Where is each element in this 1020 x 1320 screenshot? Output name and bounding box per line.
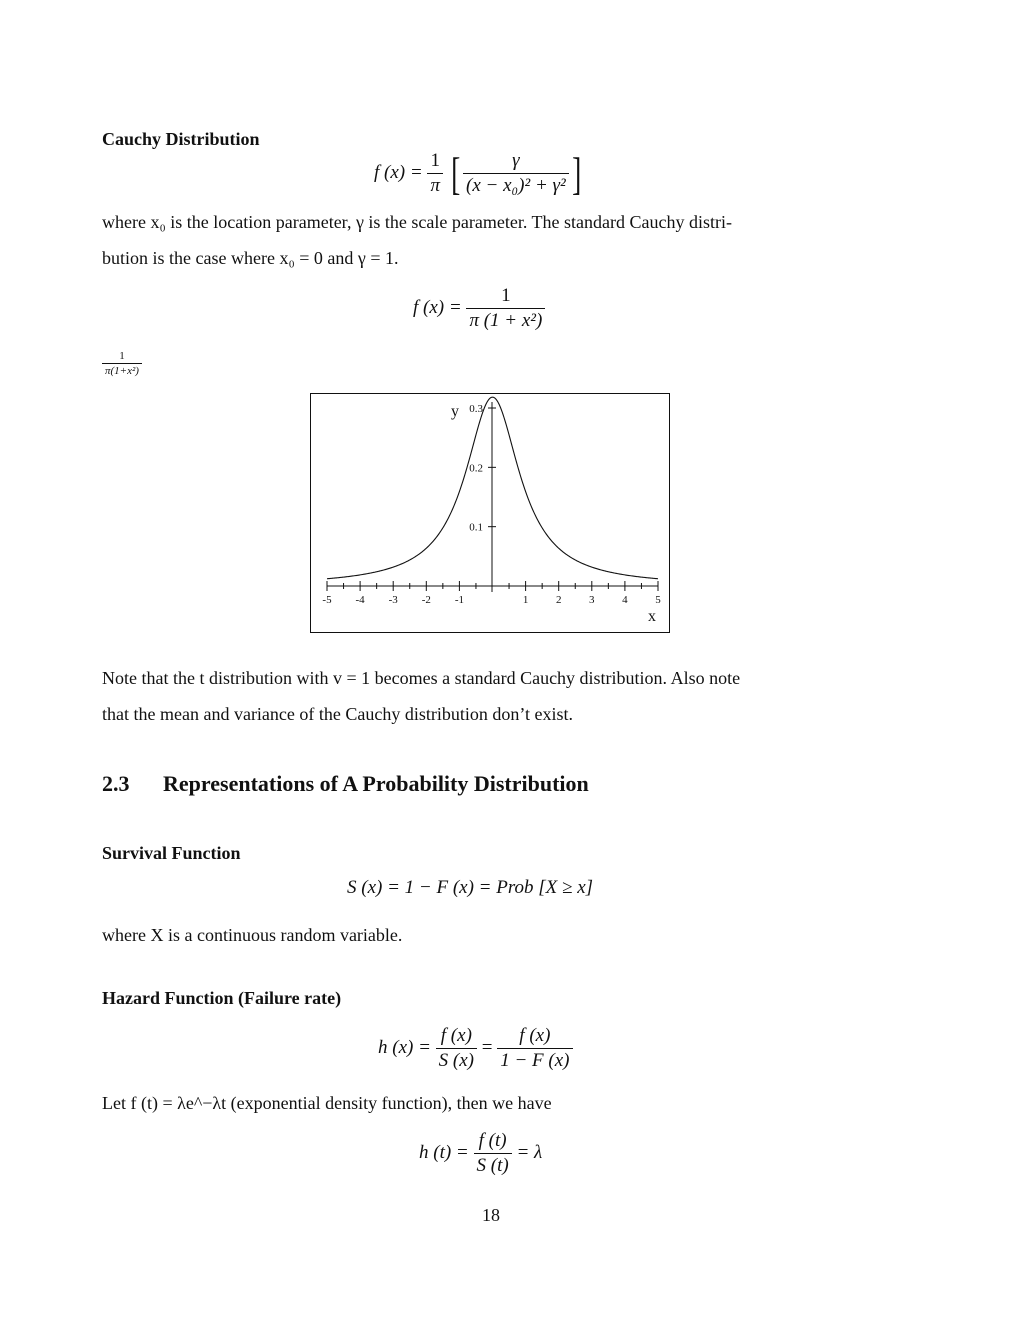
hazard-f1-num: f (x) xyxy=(436,1025,477,1049)
y-axis-label: y xyxy=(451,403,459,420)
eq1-frac-num: 1 xyxy=(427,150,443,174)
plot-function-label xyxy=(102,350,142,377)
x-tick-label: -1 xyxy=(454,594,464,606)
y-tick-label: 0.1 xyxy=(469,521,483,534)
eq1-inner-den: (x − x₀)² + γ² xyxy=(466,175,566,196)
note-line2: that the mean and variance of the Cauchy distribution don’t exist. xyxy=(102,704,574,724)
survival-equation: S (x) = 1 − F (x) = Prob [X ≥ x] xyxy=(347,877,594,898)
x-tick-label: -4 xyxy=(355,594,365,606)
cauchy-pdf-equation: f (x) = $\frac{1}{\pi}$ [ $\frac{\gamma}{\text{(x − x₀)² + γ²}}$ ] xyxy=(374,147,581,199)
x-tick-label: -3 xyxy=(388,594,398,606)
cauchy-plot-frame xyxy=(310,393,670,633)
x-axis-label: x xyxy=(648,608,656,625)
x-tick-label: 1 xyxy=(522,594,529,606)
eq2-lhs: f (x) = xyxy=(413,296,462,318)
x-tick-label: 2 xyxy=(555,594,562,606)
hazard2-den: S (t) xyxy=(476,1155,509,1176)
x-tick-label: 3 xyxy=(589,594,595,606)
y-tick-label: 0.2 xyxy=(469,462,483,475)
plot-label-num: 1 xyxy=(102,350,142,364)
hazard-heading: Hazard Function (Failure rate) xyxy=(102,988,342,1008)
hazard-exponential-equation xyxy=(419,1130,542,1177)
hazard-lhs: h (x) = xyxy=(378,1036,431,1058)
eq2-num: 1 xyxy=(466,285,545,309)
hazard2-lhs: h (t) = xyxy=(419,1141,469,1163)
plot-label-den: π(1+x²) xyxy=(105,365,139,377)
page-number: 18 xyxy=(482,1205,500,1225)
hazard-let-line: Let f (t) = λe^−λt (exponential density function), then we have xyxy=(102,1093,552,1113)
standard-cauchy-equation xyxy=(413,285,545,332)
hazard-f2-den: 1 − F (x) xyxy=(500,1050,570,1071)
x-tick-label: 5 xyxy=(655,594,661,606)
hazard2-num: f (t) xyxy=(474,1130,512,1154)
survival-heading: Survival Function xyxy=(102,843,241,863)
x-tick-label: -2 xyxy=(421,594,431,606)
cauchy-plot xyxy=(311,394,671,634)
survival-after: where X is a continuous random variable. xyxy=(102,925,403,945)
eq1-frac-den: π xyxy=(430,175,440,196)
hazard-f2-num: f (x) xyxy=(497,1025,572,1049)
cauchy-para-line2: bution is the case where x₀ = 0 and γ = 1. xyxy=(102,248,399,268)
eq1-inner-num: γ xyxy=(463,150,569,174)
hazard2-rhs: = λ xyxy=(516,1141,543,1163)
eq2-den: π (1 + x²) xyxy=(469,310,543,331)
section-number: 2.3 xyxy=(102,771,130,796)
section-title: Representations of A Probability Distribution xyxy=(163,771,589,796)
cauchy-para-line1: where x₀ is the location parameter, γ is the scale parameter. The standard Cauchy distri- xyxy=(102,212,732,232)
y-tick-label: 0.3 xyxy=(469,403,483,415)
cauchy-heading: Cauchy Distribution xyxy=(102,129,260,149)
hazard-f1-den: S (x) xyxy=(438,1050,475,1071)
note-line1: Note that the t distribution with v = 1 becomes a standard Cauchy distribution. Also note xyxy=(102,668,741,688)
hazard-equation xyxy=(378,1025,573,1072)
x-tick-label: -5 xyxy=(322,594,332,606)
x-tick-label: 4 xyxy=(622,594,628,606)
hazard-eqsign: = xyxy=(481,1036,493,1058)
eq1-lhs: f (x) = xyxy=(374,161,423,183)
